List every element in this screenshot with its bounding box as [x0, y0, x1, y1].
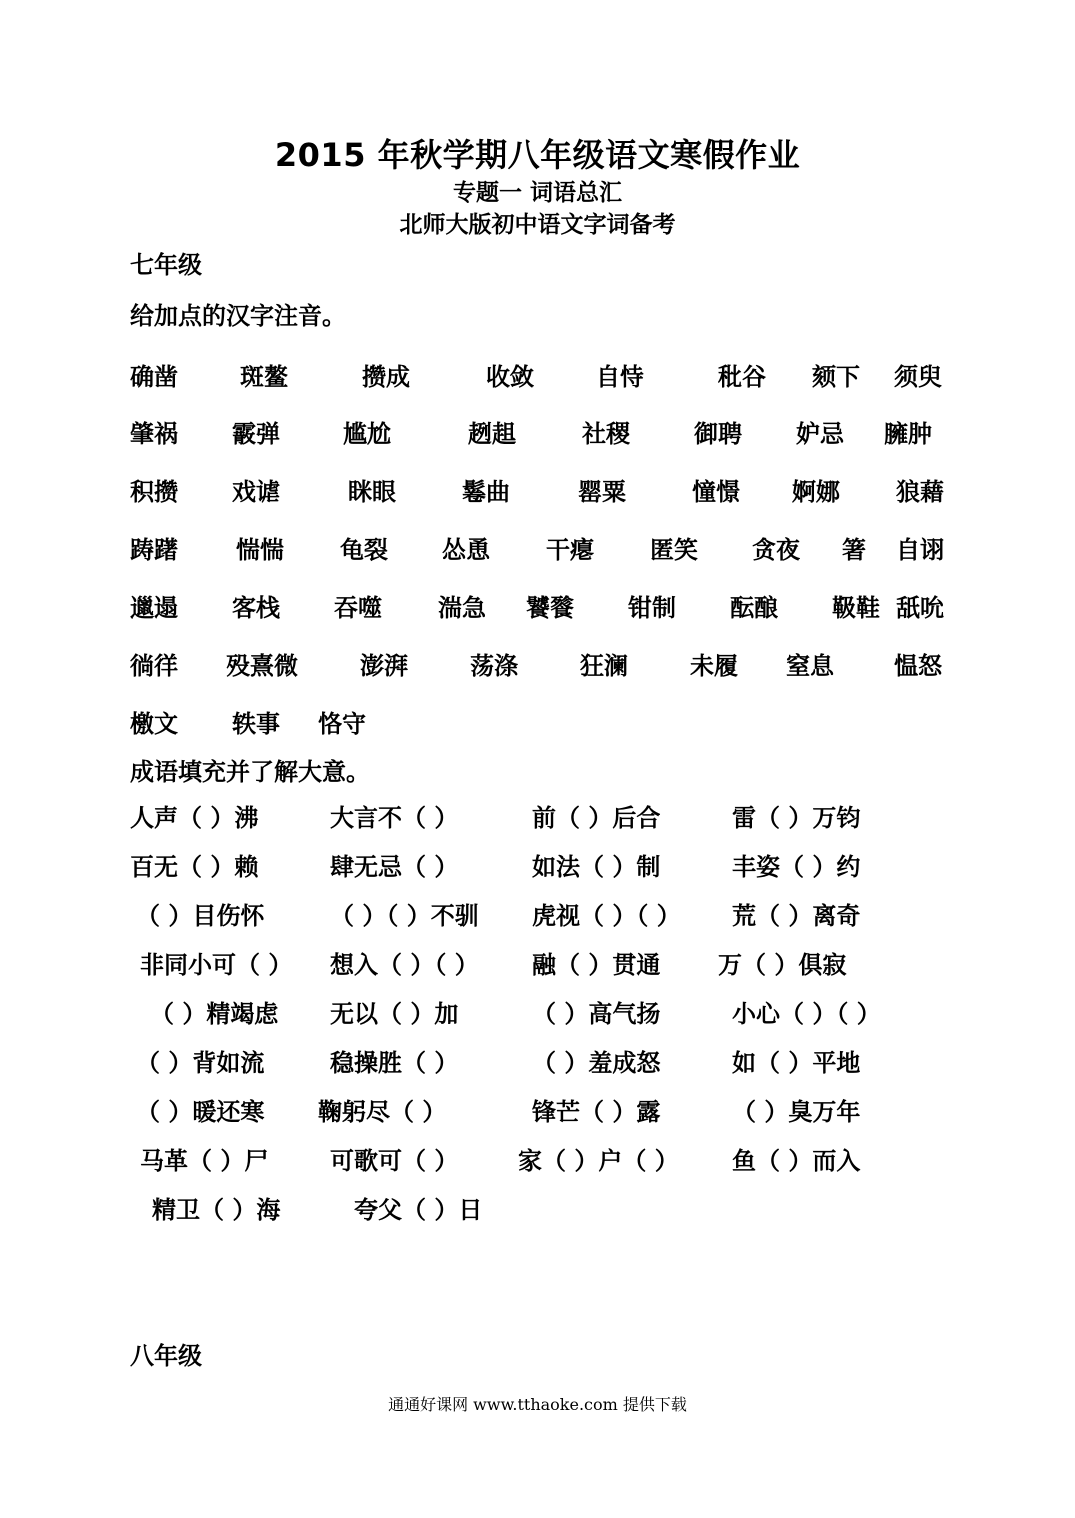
- vocab-word: 眯眼: [348, 478, 396, 506]
- section-heading-grade8: 八年级: [130, 1342, 202, 1370]
- idiom-blank-item: 精卫（ ）海: [152, 1196, 281, 1224]
- vocab-word: 匿笑: [650, 536, 698, 564]
- idiom-blank-item: 鞠躬尽（ ）: [318, 1098, 447, 1126]
- vocab-word: 邋遢: [130, 594, 178, 622]
- vocab-row: [0, 414, 1075, 454]
- vocab-word: 窒息: [786, 652, 834, 680]
- idiom-blank-item: 前（ ）后合: [532, 804, 661, 832]
- idiom-blank-item: （ ）高气扬: [532, 1000, 661, 1028]
- vocab-word: 御聘: [694, 420, 742, 448]
- vocab-word: 婀娜: [792, 478, 840, 506]
- idiom-blank-item: （ ）臭万年: [732, 1098, 861, 1126]
- vocab-word: 秕谷: [718, 363, 766, 391]
- idiom-blank-item: 如（ ）平地: [732, 1049, 861, 1077]
- idiom-row: [0, 847, 1075, 887]
- idiom-blank-item: 融（ ）贯通: [532, 951, 661, 979]
- vocab-row: [0, 646, 1075, 686]
- vocab-word: 靸鞋: [832, 594, 880, 622]
- vocab-row: [0, 357, 1075, 397]
- idiom-blank-item: 无以（ ）加: [330, 1000, 459, 1028]
- vocab-word: 狼藉: [896, 478, 944, 506]
- vocab-word: 怂恿: [442, 536, 490, 564]
- subtitle-edition: 北师大版初中语文字词备考: [399, 212, 676, 238]
- idiom-blank-item: 小心（ ）（ ）: [732, 1000, 881, 1028]
- idiom-row: [0, 1092, 1075, 1132]
- vocab-word: 舐吮: [896, 594, 944, 622]
- idiom-blank-item: 想入（ ）（ ）: [330, 951, 479, 979]
- instruction-idioms: 成语填充并了解大意。: [130, 758, 370, 786]
- idiom-blank-item: 雷（ ）万钧: [732, 804, 861, 832]
- idiom-blank-item: 如法（ ）制: [532, 853, 661, 881]
- idiom-blank-item: （ ）暖还寒: [136, 1098, 265, 1126]
- idiom-blank-item: 稳操胜（ ）: [330, 1049, 459, 1077]
- vocab-word: 臃肿: [884, 420, 932, 448]
- vocab-word: 肇祸: [130, 420, 178, 448]
- vocab-word: 澎湃: [360, 652, 408, 680]
- idiom-row: [0, 994, 1075, 1034]
- idiom-blank-item: 虎视（ ）（ ）: [532, 902, 681, 930]
- idiom-blank-item: 锋芒（ ）露: [532, 1098, 661, 1126]
- idiom-blank-item: 马革（ ）尸: [140, 1147, 269, 1175]
- vocab-word: 干瘪: [546, 536, 594, 564]
- idiom-blank-item: 鱼（ ）而入: [732, 1147, 861, 1175]
- idiom-blank-item: 荒（ ）离奇: [732, 902, 861, 930]
- vocab-word: 客栈: [232, 594, 280, 622]
- idiom-row: [0, 1043, 1075, 1083]
- vocab-word: 鬈曲: [462, 478, 510, 506]
- idiom-blank-item: 非同小可（ ）: [140, 951, 293, 979]
- vocab-word: 荡涤: [470, 652, 518, 680]
- idiom-blank-item: （ ）精竭虑: [150, 1000, 279, 1028]
- instruction-pinyin: 给加点的汉字注音。: [130, 302, 346, 330]
- section-heading-grade7: 七年级: [130, 251, 202, 279]
- vocab-word: 尴尬: [343, 420, 391, 448]
- vocab-row: [0, 588, 1075, 628]
- vocab-word: 酝酿: [730, 594, 778, 622]
- vocab-word: 钳制: [628, 594, 676, 622]
- idiom-row: [0, 1141, 1075, 1181]
- vocab-word: 箸: [842, 536, 866, 564]
- vocab-word: 社稷: [582, 420, 630, 448]
- idiom-row: [0, 896, 1075, 936]
- vocab-word: 狂澜: [580, 652, 628, 680]
- idiom-row: [0, 798, 1075, 838]
- idiom-blank-item: （ ）羞成怒: [532, 1049, 661, 1077]
- idiom-blank-item: 人声（ ）沸: [130, 804, 259, 832]
- vocab-word: 龟裂: [340, 536, 388, 564]
- footer-source: 通通好课网 www.tthaoke.com 提供下载: [388, 1395, 687, 1414]
- vocab-word: 确凿: [130, 363, 178, 391]
- vocab-word: 斑鳌: [240, 363, 288, 391]
- vocab-word: 未履: [690, 652, 738, 680]
- vocab-word: 徜徉: [130, 652, 178, 680]
- vocab-word: 攒成: [362, 363, 410, 391]
- idiom-row: [0, 945, 1075, 985]
- vocab-word: 收敛: [486, 363, 534, 391]
- page-title: 2015 年秋学期八年级语文寒假作业: [274, 136, 801, 174]
- idiom-blank-item: 万（ ）俱寂: [718, 951, 847, 979]
- vocab-word: 湍急: [438, 594, 486, 622]
- idiom-blank-item: 家（ ）户（ ）: [518, 1147, 679, 1175]
- vocab-word: 颏下: [812, 363, 860, 391]
- vocab-word: 愠怒: [894, 652, 942, 680]
- idiom-blank-item: （ ）（ ）不驯: [330, 902, 479, 930]
- idiom-blank-item: 夸父（ ）日: [354, 1196, 483, 1224]
- vocab-word: 饕餮: [526, 594, 574, 622]
- vocab-word: 吞噬: [334, 594, 382, 622]
- vocab-row: [0, 472, 1075, 512]
- vocab-word: 恪守: [318, 710, 366, 738]
- vocab-word: 惴惴: [236, 536, 284, 564]
- vocab-word: 贪夜: [752, 536, 800, 564]
- vocab-word: 妒忌: [796, 420, 844, 448]
- vocab-word: 霰弹: [232, 420, 280, 448]
- idiom-blank-item: 肆无忌（ ）: [330, 853, 459, 881]
- vocab-word: 趔趄: [468, 420, 516, 448]
- vocab-word: 轶事: [232, 710, 280, 738]
- idiom-row: [0, 1190, 1075, 1230]
- vocab-row: [0, 704, 1075, 744]
- idiom-blank-item: （ ）背如流: [136, 1049, 265, 1077]
- idiom-blank-item: （ ）目伤怀: [136, 902, 265, 930]
- vocab-word: 踌躇: [130, 536, 178, 564]
- idiom-blank-item: 大言不（ ）: [330, 804, 459, 832]
- vocab-word: 罂粟: [578, 478, 626, 506]
- vocab-word: 须臾: [894, 363, 942, 391]
- idiom-blank-item: 丰姿（ ）约: [732, 853, 861, 881]
- vocab-word: 戏谑: [232, 478, 280, 506]
- vocab-word: 殁熹微: [226, 652, 298, 680]
- idiom-blank-item: 可歌可（ ）: [330, 1147, 459, 1175]
- vocab-word: 自恃: [596, 363, 644, 391]
- vocab-word: 檄文: [130, 710, 178, 738]
- vocab-word: 憧憬: [692, 478, 740, 506]
- vocab-row: [0, 530, 1075, 570]
- idiom-blank-item: 百无（ ）赖: [130, 853, 259, 881]
- subtitle-topic: 专题一 词语总汇: [452, 180, 622, 206]
- vocab-word: 积攒: [130, 478, 178, 506]
- vocab-word: 自诩: [896, 536, 944, 564]
